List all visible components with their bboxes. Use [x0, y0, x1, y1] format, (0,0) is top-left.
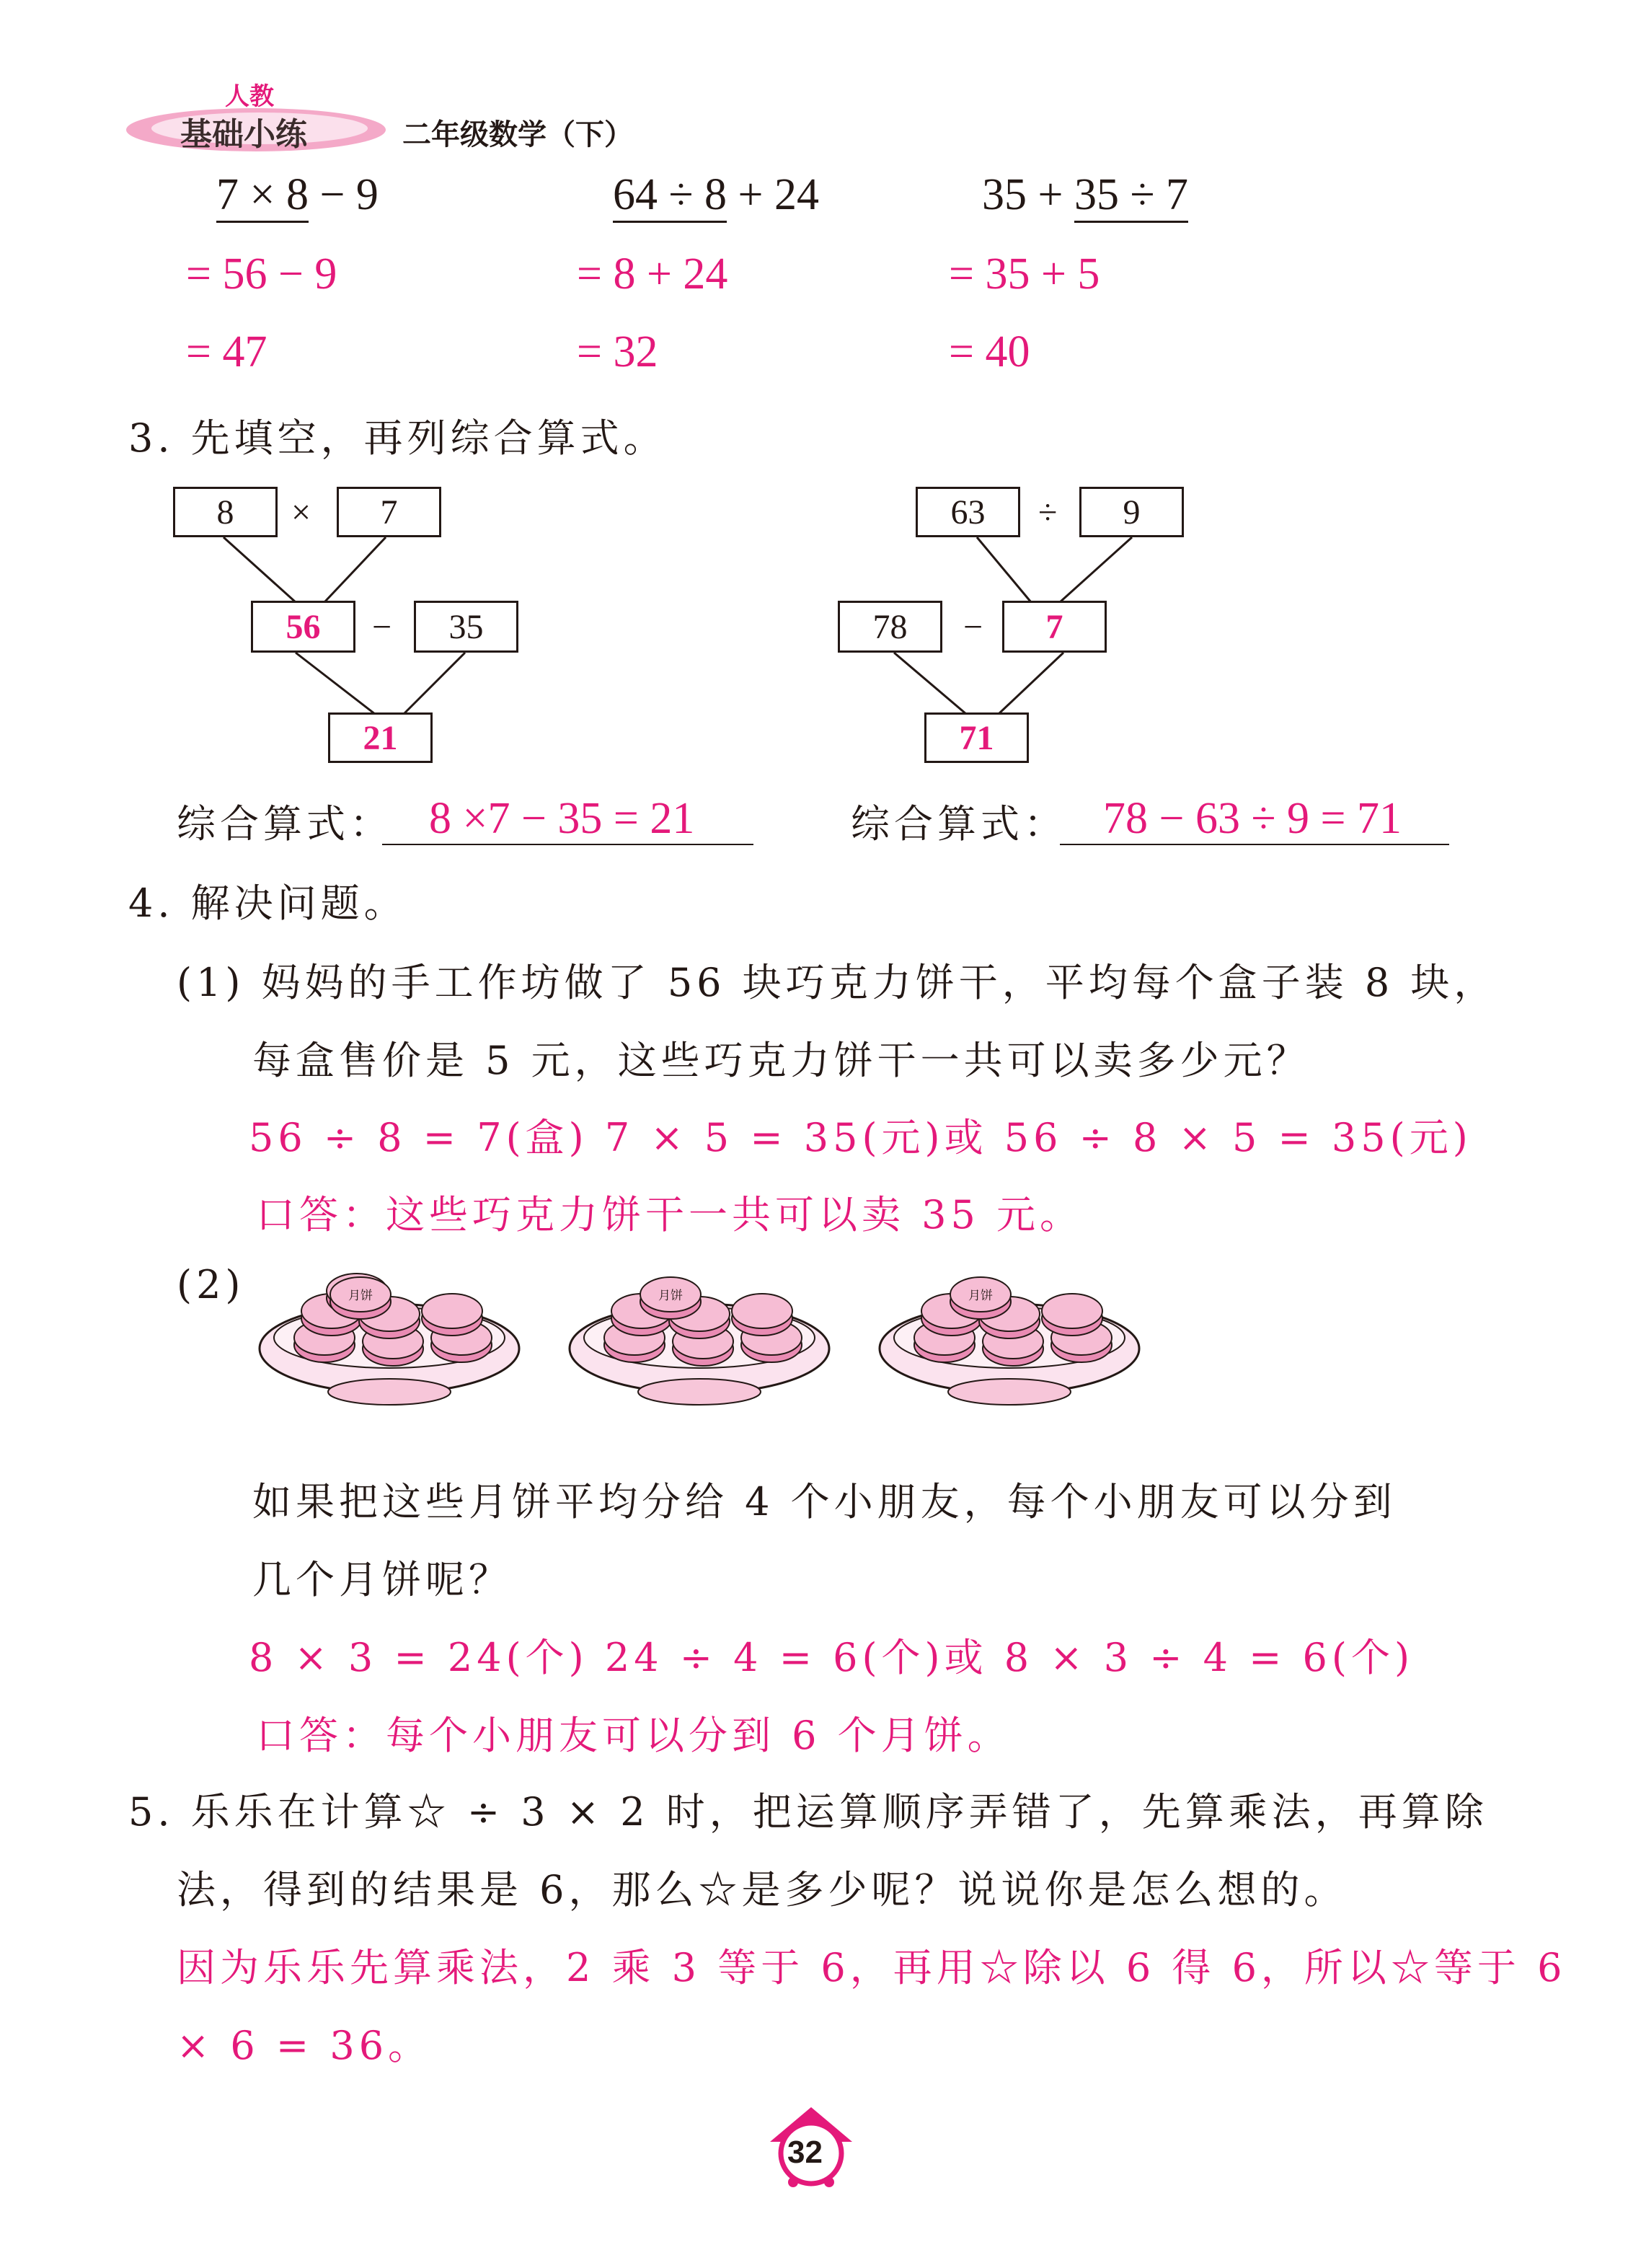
right-op2: −: [963, 608, 983, 646]
svg-text:月饼: 月饼: [658, 1289, 683, 1303]
calc-expr-3: 35 + 35 ÷ 7: [982, 169, 1188, 221]
q4-p1-answer2: 口答：这些巧克力饼干一共可以卖 35 元。: [256, 1192, 1084, 1237]
left-op2: −: [372, 608, 392, 646]
right-top-a: 63: [916, 487, 1020, 537]
left-formula: 8 ×7 − 35 = 21: [429, 794, 695, 843]
q4-p1-answer1: 56 ÷ 8 = 7(盒) 7 × 5 = 35(元)或 56 ÷ 8 × 5 = 35(元): [249, 1115, 1472, 1160]
q4-title: 4. 解决问题。: [128, 881, 407, 926]
q4-p1-line2: 每盒售价是 5 元，这些巧克力饼干一共可以卖多少元？: [252, 1038, 1310, 1083]
q5-answer1: 因为乐乐先算乘法，2 乘 3 等于 6，再用☆除以 6 得 6，所以☆等于 6: [177, 1945, 1567, 1990]
left-op1: ×: [291, 493, 311, 531]
svg-text:月饼: 月饼: [348, 1289, 373, 1303]
left-bottom: 21: [328, 712, 433, 763]
calc-step2-3: = 40: [949, 327, 1030, 376]
q5-line1: 5. 乐乐在计算☆ ÷ 3 × 2 时，把运算顺序弄错了，先算乘法，再算除: [128, 1789, 1488, 1835]
header-subject: 二年级数学（下）: [402, 118, 633, 151]
right-op1: ÷: [1038, 493, 1058, 531]
plate-2: [570, 1277, 829, 1405]
right-top-b: 9: [1079, 487, 1184, 537]
mooncake-illustration: [256, 1262, 1172, 1435]
page-number: 32: [787, 2135, 823, 2170]
header-small-label: 人教: [225, 82, 274, 111]
left-mid-b: 35: [414, 601, 518, 653]
left-formula-label: 综合算式：: [177, 801, 393, 847]
q4-p1-line1: (1) 妈妈的手工作坊做了 56 块巧克力饼干，平均每个盒子装 8 块，: [177, 960, 1498, 1005]
q4-p2-line2: 几个月饼呢？: [252, 1557, 512, 1602]
plate-1: [260, 1274, 519, 1405]
q5-answer2: × 6 = 36。: [177, 2023, 432, 2068]
q4-p2-answer1: 8 × 3 = 24(个) 24 ÷ 4 = 6(个)或 8 × 3 ÷ 4 = 6(个): [249, 1635, 1415, 1680]
calc-step2-2: = 32: [577, 327, 658, 376]
header-badge-label: 基础小练: [180, 116, 307, 153]
right-bottom: 71: [924, 712, 1029, 763]
calc-step1-1: = 56 − 9: [186, 250, 337, 299]
calc-step1-3: = 35 + 5: [949, 250, 1100, 299]
q4-p2-line1: 如果把这些月饼平均分给 4 个小朋友，每个小朋友可以分到: [252, 1479, 1397, 1524]
q4-p2-label: (2): [177, 1262, 245, 1307]
left-top-a: 8: [173, 487, 278, 537]
q3-connector-lines: [0, 0, 1628, 793]
q3-title: 3. 先填空，再列综合算式。: [128, 415, 667, 461]
q5-line2: 法，得到的结果是 6，那么☆是多少呢？说说你是怎么想的。: [177, 1867, 1348, 1912]
plate-3: [880, 1277, 1139, 1405]
calc-step2-1: = 47: [186, 327, 267, 376]
right-formula: 78 − 63 ÷ 9 = 71: [1103, 794, 1402, 843]
right-formula-label: 综合算式：: [851, 801, 1067, 847]
q4-p2-answer2: 口答：每个小朋友可以分到 6 个月饼。: [256, 1713, 1011, 1758]
calc-expr-2: 64 ÷ 8 + 24: [613, 169, 819, 221]
svg-text:月饼: 月饼: [968, 1289, 993, 1303]
calc-step1-2: = 8 + 24: [577, 250, 728, 299]
calc-expr-1: 7 × 8 − 9: [216, 169, 379, 221]
left-mid-a: 56: [251, 601, 355, 653]
right-mid-a: 78: [838, 601, 942, 653]
left-top-b: 7: [337, 487, 441, 537]
right-mid-b: 7: [1002, 601, 1107, 653]
